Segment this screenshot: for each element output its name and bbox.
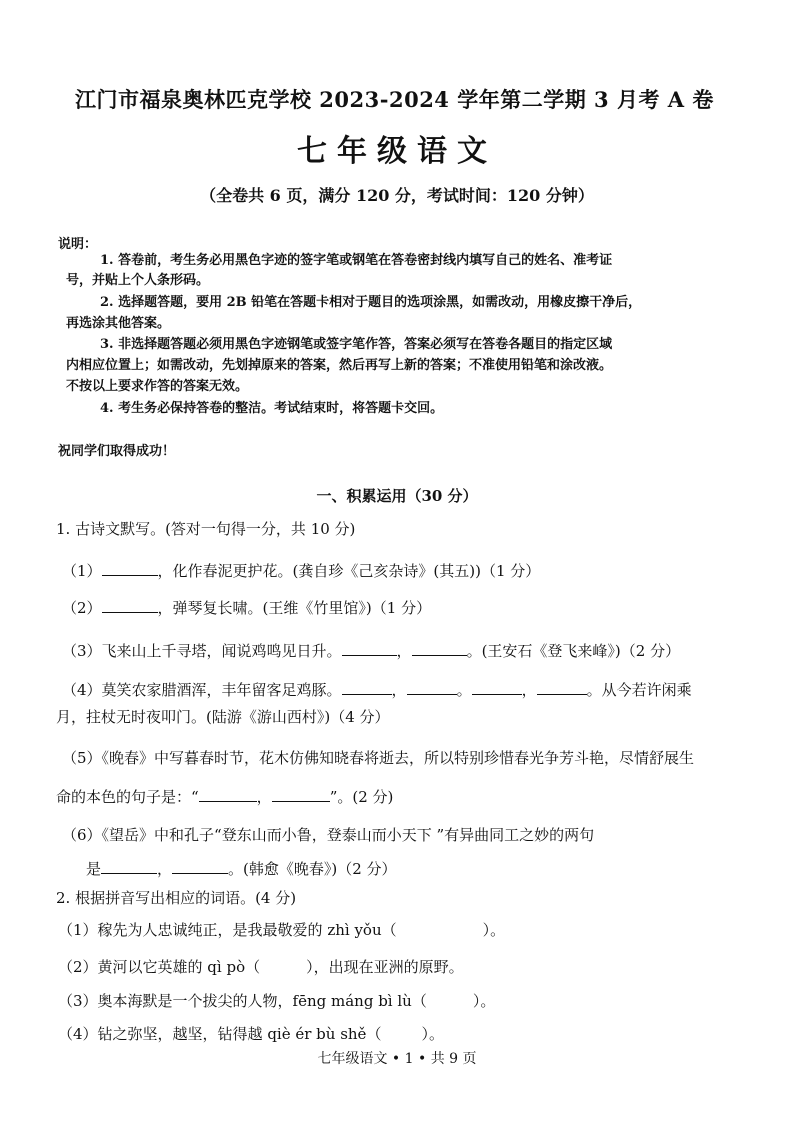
part-text: （4）莫笑农家腊酒浑，丰年留客足鸡豚。 (62, 681, 342, 699)
question-1-part-6: （6）《望岳》中和孔子“登东山而小鲁，登泰山而小天下 ”有异曲同工之妙的两句 (62, 826, 595, 844)
separator: ， (256, 788, 272, 806)
part-number: （1） (62, 562, 102, 580)
part-text: ）。 (421, 1025, 444, 1043)
question-1-part-4-cont: 月，拄杖无时夜叩门。(陆游《游山西村》)（4 分） (56, 708, 390, 726)
school-exam-title: 江门市福泉奥林匹克学校 2023-2024 学年第二学期 3 月考 A 卷 (75, 87, 714, 112)
section-title: 一、积累运用（30 分） (316, 487, 478, 505)
page-footer: 七年级语文 • 1 • 共 9 页 (317, 1051, 477, 1067)
answer-blank[interactable] (342, 640, 397, 656)
answer-blank[interactable] (412, 640, 467, 656)
part-text: （3）奥本海默是一个拔尖的人物，fēng máng bì lù（ (58, 992, 427, 1010)
part-text: 。从今若许闲乘 (586, 681, 692, 699)
answer-blank[interactable] (101, 858, 157, 874)
part-text: （4）钻之弥坚，越坚，钻得越 qiè ér bù shě（ (58, 1025, 382, 1043)
answer-blank[interactable] (102, 597, 158, 613)
question-2-stem: 2. 根据拼音写出相应的词语。(4 分) (56, 889, 297, 907)
question-2-part-2 (58, 956, 464, 977)
question-1-part-5: （5）《晚春》中写暮春时节，花木仿佛知晓春将逝去，所以特别珍惜春光争芳斗艳，尽情舒展生 (62, 749, 695, 767)
instruction-line: 号，并贴上个人条形码。 (66, 273, 210, 288)
part-text: 。(韩愈《晚春》)（2 分） (228, 860, 397, 878)
part-text: ”。(2 分) (329, 788, 394, 806)
part-text: 是 (86, 860, 102, 878)
question-1-part-6-cont (86, 858, 397, 879)
part-text: 命的本色的句子是：“ (56, 788, 199, 806)
part-text: ），出现在亚洲的原野。 (306, 958, 464, 976)
answer-blank[interactable] (199, 786, 257, 802)
part-text: ，化作春泥更护花。(龚自珍《己亥杂诗》(其五))（1 分） (157, 562, 541, 580)
answer-blank[interactable] (537, 679, 587, 695)
instruction-line: 再选涂其他答案。 (66, 316, 171, 331)
question-1-part-5-cont (56, 786, 393, 807)
question-1-part-1 (62, 560, 540, 581)
answer-blank[interactable] (472, 679, 522, 695)
exam-meta: （全卷共 6 页，满分 120 分，考试时间：120 分钟） (200, 186, 594, 205)
separator: ， (157, 860, 173, 878)
instruction-line: 3. 非选择题答题必须用黑色字迹钢笔或签字笔作答，答案必须写在答卷各题目的指定区域 (100, 337, 613, 352)
instruction-line: 2. 选择题答题，要用 2B 铅笔在答题卡相对于题目的选项涂黑，如需改动，用橡皮擦干净后， (100, 295, 642, 310)
question-1-stem: 1. 古诗文默写。(答对一句得一分，共 10 分) (56, 520, 356, 538)
question-1-part-2 (62, 597, 431, 618)
question-2-part-4 (58, 1023, 444, 1044)
instructions-title: 说明： (58, 237, 98, 252)
separator: ， (521, 681, 537, 699)
part-text: ，弹琴复长啸。(王维《竹里馆》)（1 分） (157, 599, 432, 617)
part-number: （2） (62, 599, 102, 617)
part-text: （3）飞来山上千寻塔，闻说鸡鸣见日升。 (62, 642, 342, 660)
part-text: （1）稼先为人忠诚纯正，是我最敬爱的 zhì yǒu（ (58, 921, 397, 939)
answer-blank[interactable] (342, 679, 392, 695)
separator: ， (396, 642, 412, 660)
instruction-line: 内相应位置上；如需改动，先划掉原来的答案，然后再写上新的答案；不准使用铅笔和涂改液。 (66, 358, 613, 373)
separator: ， (391, 681, 407, 699)
good-luck-message: 祝同学们取得成功！ (58, 444, 176, 459)
answer-blank[interactable] (272, 786, 330, 802)
part-text: ）。 (472, 992, 496, 1010)
question-2-part-1 (58, 919, 505, 940)
part-text: ）。 (482, 921, 506, 939)
question-1-part-3 (62, 640, 680, 661)
question-1-part-4 (62, 679, 692, 700)
instruction-line: 1. 答卷前，考生务必用黑色字迹的签字笔或钢笔在答卷密封线内填写自己的姓名、准考证 (100, 253, 613, 268)
separator: 。 (456, 681, 472, 699)
instruction-line: 不按以上要求作答的答案无效。 (66, 379, 249, 394)
part-text: （2）黄河以它英雄的 qì pò（ (58, 958, 261, 976)
answer-blank[interactable] (102, 560, 158, 576)
question-2-part-3 (58, 990, 495, 1011)
subject-title: 七年级语文 (297, 134, 497, 169)
part-text: 。(王安石《登飞来峰》)（2 分） (466, 642, 681, 660)
answer-blank[interactable] (407, 679, 457, 695)
answer-blank[interactable] (172, 858, 228, 874)
instruction-line: 4. 考生务必保持答卷的整洁。考试结束时，将答题卡交回。 (100, 401, 444, 416)
